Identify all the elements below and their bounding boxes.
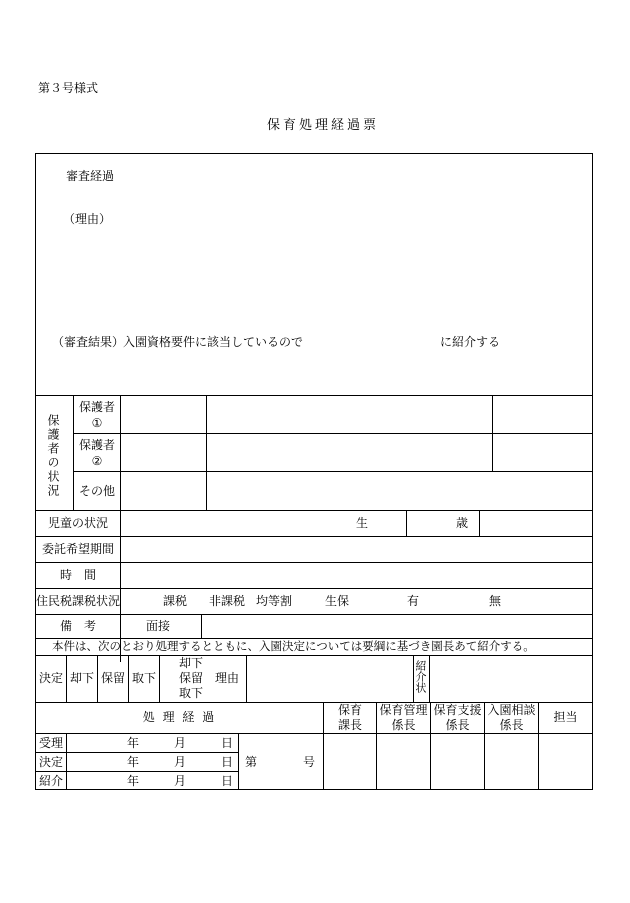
line-col-206 bbox=[206, 395, 207, 510]
result-suffix: に紹介する bbox=[440, 335, 501, 349]
row2-month: 月 bbox=[174, 755, 187, 769]
line-review-bottom bbox=[35, 395, 593, 396]
line-guardian2-bottom bbox=[73, 471, 593, 472]
row1-year: 年 bbox=[127, 736, 140, 750]
remarks-label: 備 考 bbox=[59, 619, 96, 633]
guardian-other-label: その他 bbox=[78, 484, 115, 498]
approver-mgmt-chief-a: 保育管理 bbox=[379, 703, 428, 717]
guardian2-label-b: ② bbox=[91, 454, 103, 468]
decision-label-reject: 却下 bbox=[69, 671, 94, 685]
row-label-received: 受理 bbox=[38, 736, 63, 750]
row3-year: 年 bbox=[127, 774, 140, 788]
review-heading: 審査経過 bbox=[66, 169, 115, 183]
tax-item-no: 無 bbox=[489, 594, 502, 608]
decision-label-decide: 決定 bbox=[38, 671, 63, 685]
approver-section-chief-a: 保育 bbox=[337, 703, 362, 717]
guardian1-label-b: ① bbox=[91, 416, 103, 430]
form-number: 第３号様式 bbox=[38, 81, 99, 95]
period-label: 委託希望期間 bbox=[41, 542, 114, 556]
reason-col-withdraw: 取下 bbox=[179, 686, 204, 700]
guardian2-label-a: 保護者 bbox=[78, 438, 115, 452]
child-status-label: 児童の状況 bbox=[47, 516, 108, 530]
tax-item-nontaxable: 非課税 bbox=[209, 594, 246, 608]
time-label: 時 間 bbox=[59, 568, 96, 582]
child-born-label: 生 bbox=[356, 516, 369, 530]
result-text: 入園資格要件に該当しているので bbox=[123, 335, 304, 349]
line-tax-bottom bbox=[35, 614, 593, 615]
line-child-bottom bbox=[35, 536, 593, 537]
interview-label: 面接 bbox=[146, 619, 171, 633]
guardian-section-label: 保護者の状況 bbox=[46, 414, 60, 498]
approver-mgmt-chief-b: 係長 bbox=[391, 718, 416, 732]
form-title: 保育処理経過票 bbox=[267, 118, 380, 133]
line-child-406 bbox=[406, 510, 407, 536]
row1-month: 月 bbox=[174, 736, 187, 750]
tax-item-equal: 均等割 bbox=[256, 594, 293, 608]
referral-letter-label: 紹介状 bbox=[414, 660, 427, 693]
reason-col-hold: 保留 理由 bbox=[179, 671, 240, 685]
decision-label-withdraw: 取下 bbox=[131, 671, 156, 685]
number-suffix: 号 bbox=[303, 755, 316, 769]
line-period-bottom bbox=[35, 562, 593, 563]
notice-text: 本件は、次のとおり処理するとともに、入園決定については要綱に基づき園長あて紹介する。 bbox=[52, 639, 535, 653]
tax-item-yes: 有 bbox=[407, 594, 420, 608]
line-dec-429 bbox=[429, 655, 430, 702]
line-process-header-bottom bbox=[35, 733, 323, 734]
approver-support-chief-b: 係長 bbox=[445, 718, 470, 732]
row-label-referred: 紹介 bbox=[38, 774, 63, 788]
approver-section-chief-b: 課長 bbox=[337, 718, 362, 732]
row3-day: 日 bbox=[221, 774, 234, 788]
guardian1-label-a: 保護者 bbox=[78, 400, 115, 414]
process-heading: 処 理 経 過 bbox=[142, 710, 217, 724]
approver-consult-chief-b: 係長 bbox=[499, 718, 524, 732]
approver-staff: 担当 bbox=[553, 710, 578, 724]
reason-col-reject: 却下 bbox=[179, 656, 204, 670]
line-remarks-201 bbox=[201, 614, 202, 638]
approver-support-chief-a: 保育支援 bbox=[433, 703, 482, 717]
reason-label: （理由） bbox=[63, 212, 112, 226]
line-guardian-bottom bbox=[35, 510, 593, 511]
line-approver-header-bottom bbox=[323, 733, 593, 734]
line-notice-bottom bbox=[35, 655, 593, 656]
row1-day: 日 bbox=[221, 736, 234, 750]
tax-item-welfare: 生保 bbox=[325, 594, 350, 608]
line-dec-246 bbox=[246, 655, 247, 702]
row2-day: 日 bbox=[221, 755, 234, 769]
line-date-238 bbox=[238, 733, 239, 790]
line-col-492 bbox=[492, 395, 493, 471]
row2-year: 年 bbox=[127, 755, 140, 769]
decision-label-hold: 保留 bbox=[100, 671, 125, 685]
row-label-decided: 決定 bbox=[38, 755, 63, 769]
line-guardian1-bottom bbox=[73, 433, 593, 434]
line-dec-159 bbox=[159, 655, 160, 702]
tax-label: 住民税課税状況 bbox=[36, 594, 121, 608]
line-time-bottom bbox=[35, 588, 593, 589]
line-col-120 bbox=[120, 395, 121, 662]
number-label: 第 bbox=[245, 755, 258, 769]
line-child-479 bbox=[479, 510, 480, 536]
approver-consult-chief-a: 入園相談 bbox=[487, 703, 536, 717]
child-age-label: 歳 bbox=[456, 516, 469, 530]
row3-month: 月 bbox=[174, 774, 187, 788]
tax-item-taxable: 課税 bbox=[163, 594, 188, 608]
result-label: （審査結果） bbox=[52, 335, 125, 349]
line-date-66 bbox=[66, 733, 67, 790]
